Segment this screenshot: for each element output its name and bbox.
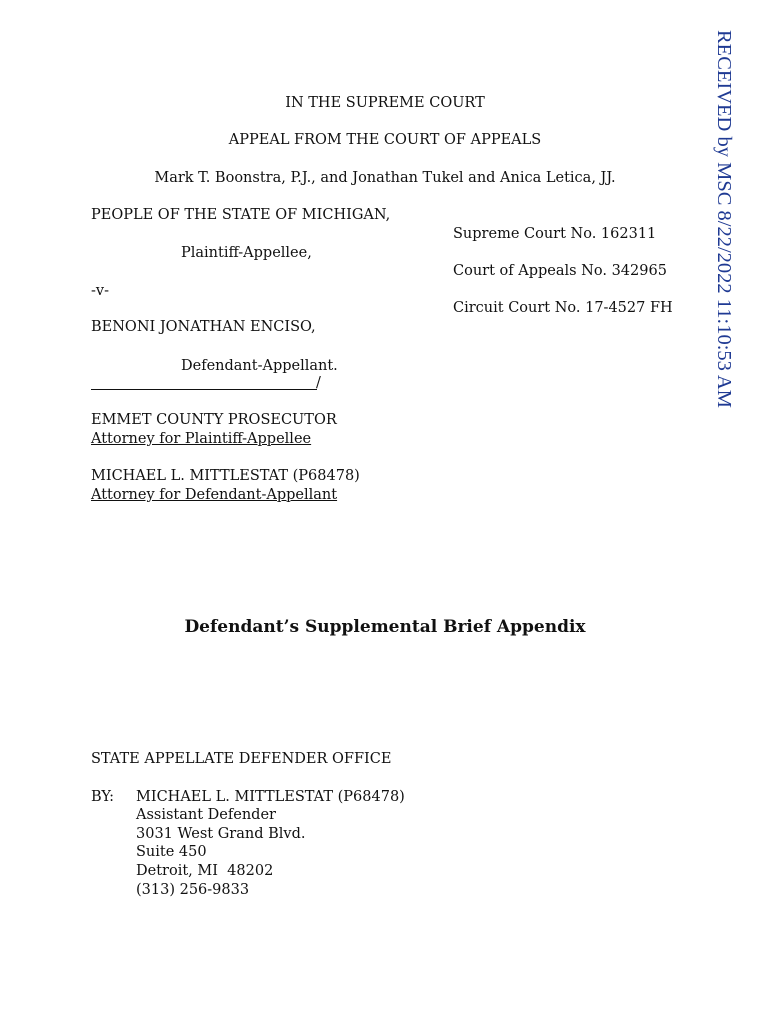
appeal-heading: APPEAL FROM THE COURT OF APPEALS — [228, 132, 542, 148]
address-line-2: Suite 450 — [136, 844, 207, 860]
plaintiff-role: Plaintiff-Appellee, — [181, 245, 312, 261]
court-heading: IN THE SUPREME COURT — [285, 95, 485, 111]
by-label: BY: — [91, 789, 115, 805]
signer-name: MICHAEL L. MITTLESTAT (P68478) — [136, 789, 405, 805]
phone-number: (313) 256-9833 — [136, 882, 250, 898]
plaintiff-attorney-label: Attorney for Plaintiff-Appellee — [91, 431, 312, 447]
office-name: STATE APPELLATE DEFENDER OFFICE — [91, 751, 392, 767]
caption-rule — [91, 389, 317, 390]
judges-line: Mark T. Boonstra, P.J., and Jonathan Tukel and Anica Letica, JJ. — [154, 170, 616, 186]
caption-slash: / — [316, 375, 321, 391]
signer-title: Assistant Defender — [136, 807, 276, 823]
plaintiff-attorney-name: EMMET COUNTY PROSECUTOR — [91, 412, 337, 428]
defendant-attorney-label: Attorney for Defendant-Appellant — [91, 487, 338, 503]
defendant-role: Defendant-Appellant. — [181, 358, 338, 374]
appeals-court-number: Court of Appeals No. 342965 — [453, 263, 667, 279]
document-title: Defendant’s Supplemental Brief Appendix — [184, 617, 586, 637]
circuit-court-number: Circuit Court No. 17-4527 FH — [453, 300, 673, 316]
received-stamp: RECEIVED by MSC 8/22/2022 11:10:53 AM — [713, 30, 735, 408]
defendant-name: BENONI JONATHAN ENCISO, — [91, 319, 316, 335]
plaintiff-name: PEOPLE OF THE STATE OF MICHIGAN, — [91, 207, 391, 223]
defendant-attorney-name: MICHAEL L. MITTLESTAT (P68478) — [91, 468, 360, 484]
address-line-1: 3031 West Grand Blvd. — [136, 826, 306, 842]
address-city: Detroit, MI 48202 — [136, 863, 274, 879]
supreme-court-number: Supreme Court No. 162311 — [453, 226, 657, 242]
versus: -v- — [91, 283, 109, 299]
